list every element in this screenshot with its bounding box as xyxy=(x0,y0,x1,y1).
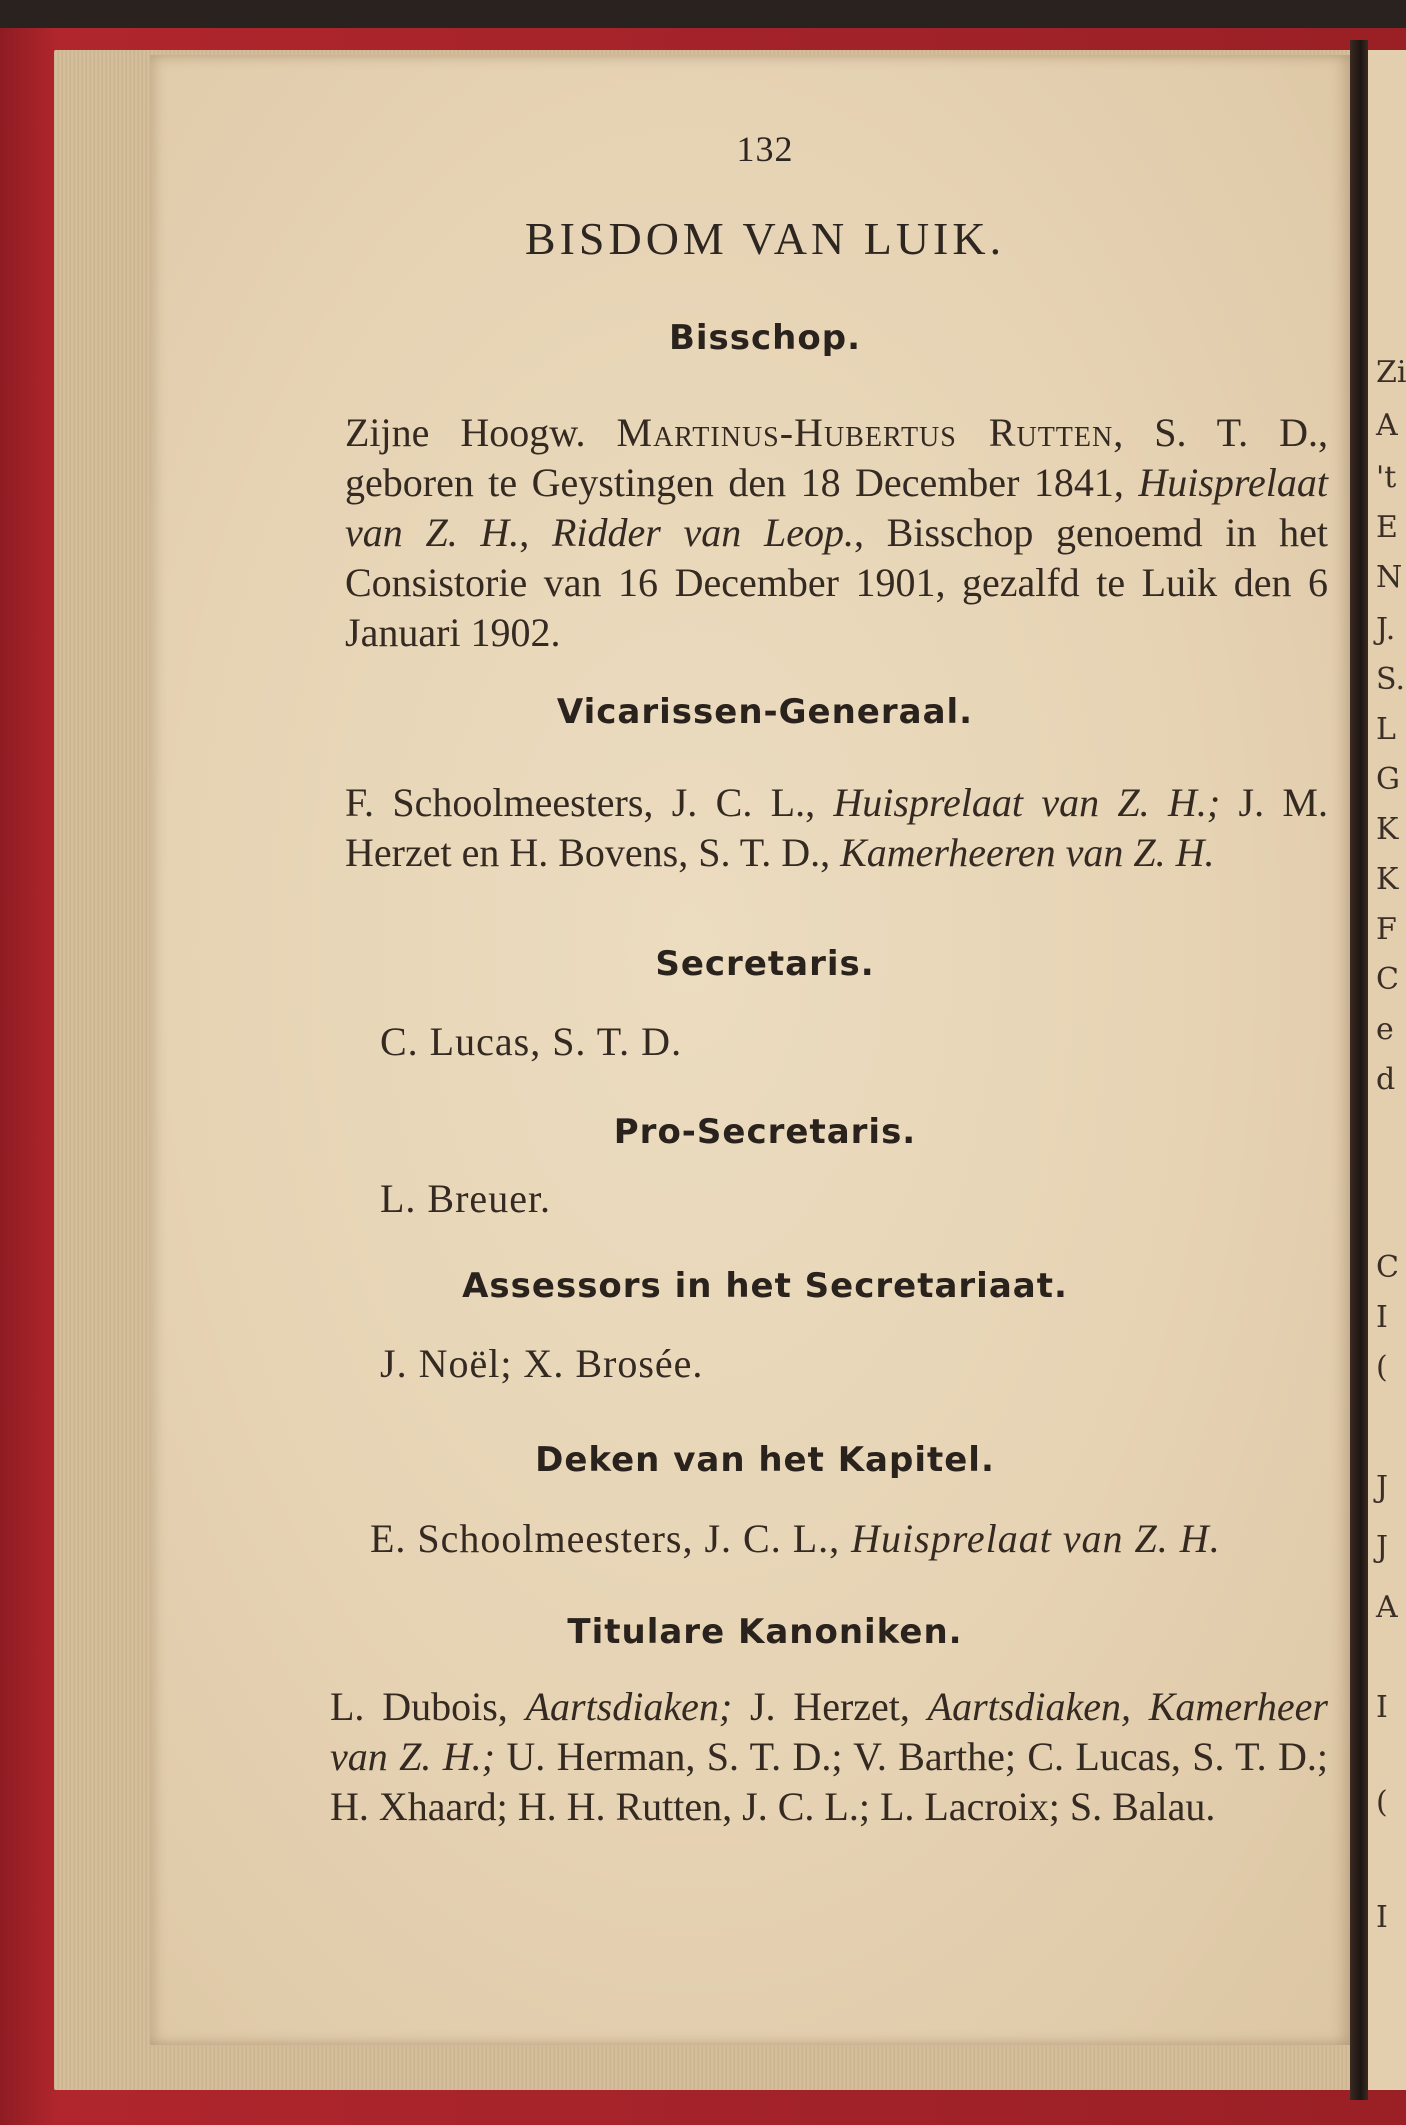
facing-fragment: I xyxy=(1376,1300,1388,1335)
facing-fragment: I xyxy=(1376,1900,1388,1935)
pro-secretaris-name: L. Breuer. xyxy=(380,1176,552,1221)
italic-run: Huisprelaat van Z. H. xyxy=(851,1516,1221,1561)
italic-run: Huisprelaat van Z. H. xyxy=(345,460,1328,555)
facing-fragment: ( xyxy=(1376,1350,1388,1385)
text-run: J. M. Herzet en H. Bovens, S. T. D., xyxy=(345,780,1328,875)
facing-page-edge xyxy=(1368,50,1406,2090)
facing-fragment: C xyxy=(1376,962,1399,997)
facing-fragment: J xyxy=(1376,1470,1389,1505)
heading-vicarissen: Vicarissen-Generaal. xyxy=(556,692,974,732)
secretaris-name: C. Lucas, S. T. D. xyxy=(380,1019,683,1064)
facing-fragment: d xyxy=(1376,1062,1396,1097)
heading-kanoniken: Titulare Kanoniken. xyxy=(567,1612,963,1652)
text-run: , xyxy=(519,510,552,555)
assessors-names: J. Noël; X. Brosée. xyxy=(380,1341,704,1386)
facing-fragment: ( xyxy=(1376,1785,1388,1820)
italic-run: Huisprelaat van Z. H.; xyxy=(833,780,1221,825)
paragraph-vicarissen xyxy=(345,778,1328,878)
facing-fragment: C xyxy=(1376,1250,1399,1285)
facing-fragment: E xyxy=(1376,510,1398,545)
text-run: , S. T. D., geboren te Geystingen den 18 December 1841, xyxy=(345,410,1328,505)
bishop-name: Martinus-Hubertus Rutten xyxy=(616,410,1114,455)
text-run: U. Herman, S. T. D.; V. Barthe; C. Lucas, S. T. D.; H. Xhaard; H. H. Rutten, J. C. L.; L. Lacroix; S. Balau. xyxy=(330,1734,1328,1829)
paragraph-kanoniken xyxy=(330,1682,1328,1832)
text-run: E. Schoolmeesters, J. C. L., xyxy=(370,1516,852,1561)
italic-run: Aartsdiaken; xyxy=(525,1684,733,1729)
facing-fragment: K xyxy=(1376,862,1399,897)
heading-deken: Deken van het Kapitel. xyxy=(535,1440,995,1480)
text-run: J. Herzet, xyxy=(732,1684,928,1729)
text-run: , Bisschop genoemd in het Consistorie van 16 December 1901, gezalfd te Luik den 6 Januari 1902. xyxy=(345,510,1329,655)
facing-fragment: N xyxy=(1376,560,1403,595)
italic-run: Aartsdiaken, Kamerheer van Z. H.; xyxy=(330,1684,1328,1779)
facing-fragment: S. xyxy=(1376,662,1406,697)
heading-pro-secretaris: Pro-Secretaris. xyxy=(613,1112,917,1152)
deken-name xyxy=(370,1515,1221,1562)
facing-fragment: J. xyxy=(1376,612,1396,647)
facing-fragment: K xyxy=(1376,812,1399,847)
italic-run: Ridder van Leop. xyxy=(551,510,854,555)
page-title: BISDOM VAN LUIK. xyxy=(524,213,1006,264)
facing-fragment: 't xyxy=(1376,460,1397,495)
facing-fragment: J xyxy=(1376,1530,1389,1565)
text-run: L. Dubois, xyxy=(330,1684,526,1729)
heading-bisschop: Bisschop. xyxy=(668,318,861,358)
paragraph-bisschop xyxy=(345,408,1328,658)
page-content xyxy=(200,0,1330,2125)
facing-fragment: e xyxy=(1376,1012,1394,1047)
text-run: F. Schoolmeesters, J. C. L., xyxy=(345,780,834,825)
text-run: Zijne Hoogw. xyxy=(345,410,617,455)
facing-fragment: I xyxy=(1376,1690,1388,1725)
heading-assessors: Assessors in het Secretariaat. xyxy=(462,1266,1068,1306)
heading-secretaris: Secretaris. xyxy=(655,944,875,984)
book-gutter xyxy=(1350,40,1368,2100)
facing-fragment: F xyxy=(1376,912,1397,947)
facing-fragment: A xyxy=(1376,408,1398,443)
facing-fragment: L xyxy=(1376,712,1396,747)
facing-fragment: Zi xyxy=(1376,355,1406,390)
facing-fragment: G xyxy=(1376,762,1400,797)
page-number: 132 xyxy=(736,129,794,169)
facing-fragment: A xyxy=(1376,1590,1398,1625)
italic-run: Kamerheeren van Z. H. xyxy=(840,830,1215,875)
